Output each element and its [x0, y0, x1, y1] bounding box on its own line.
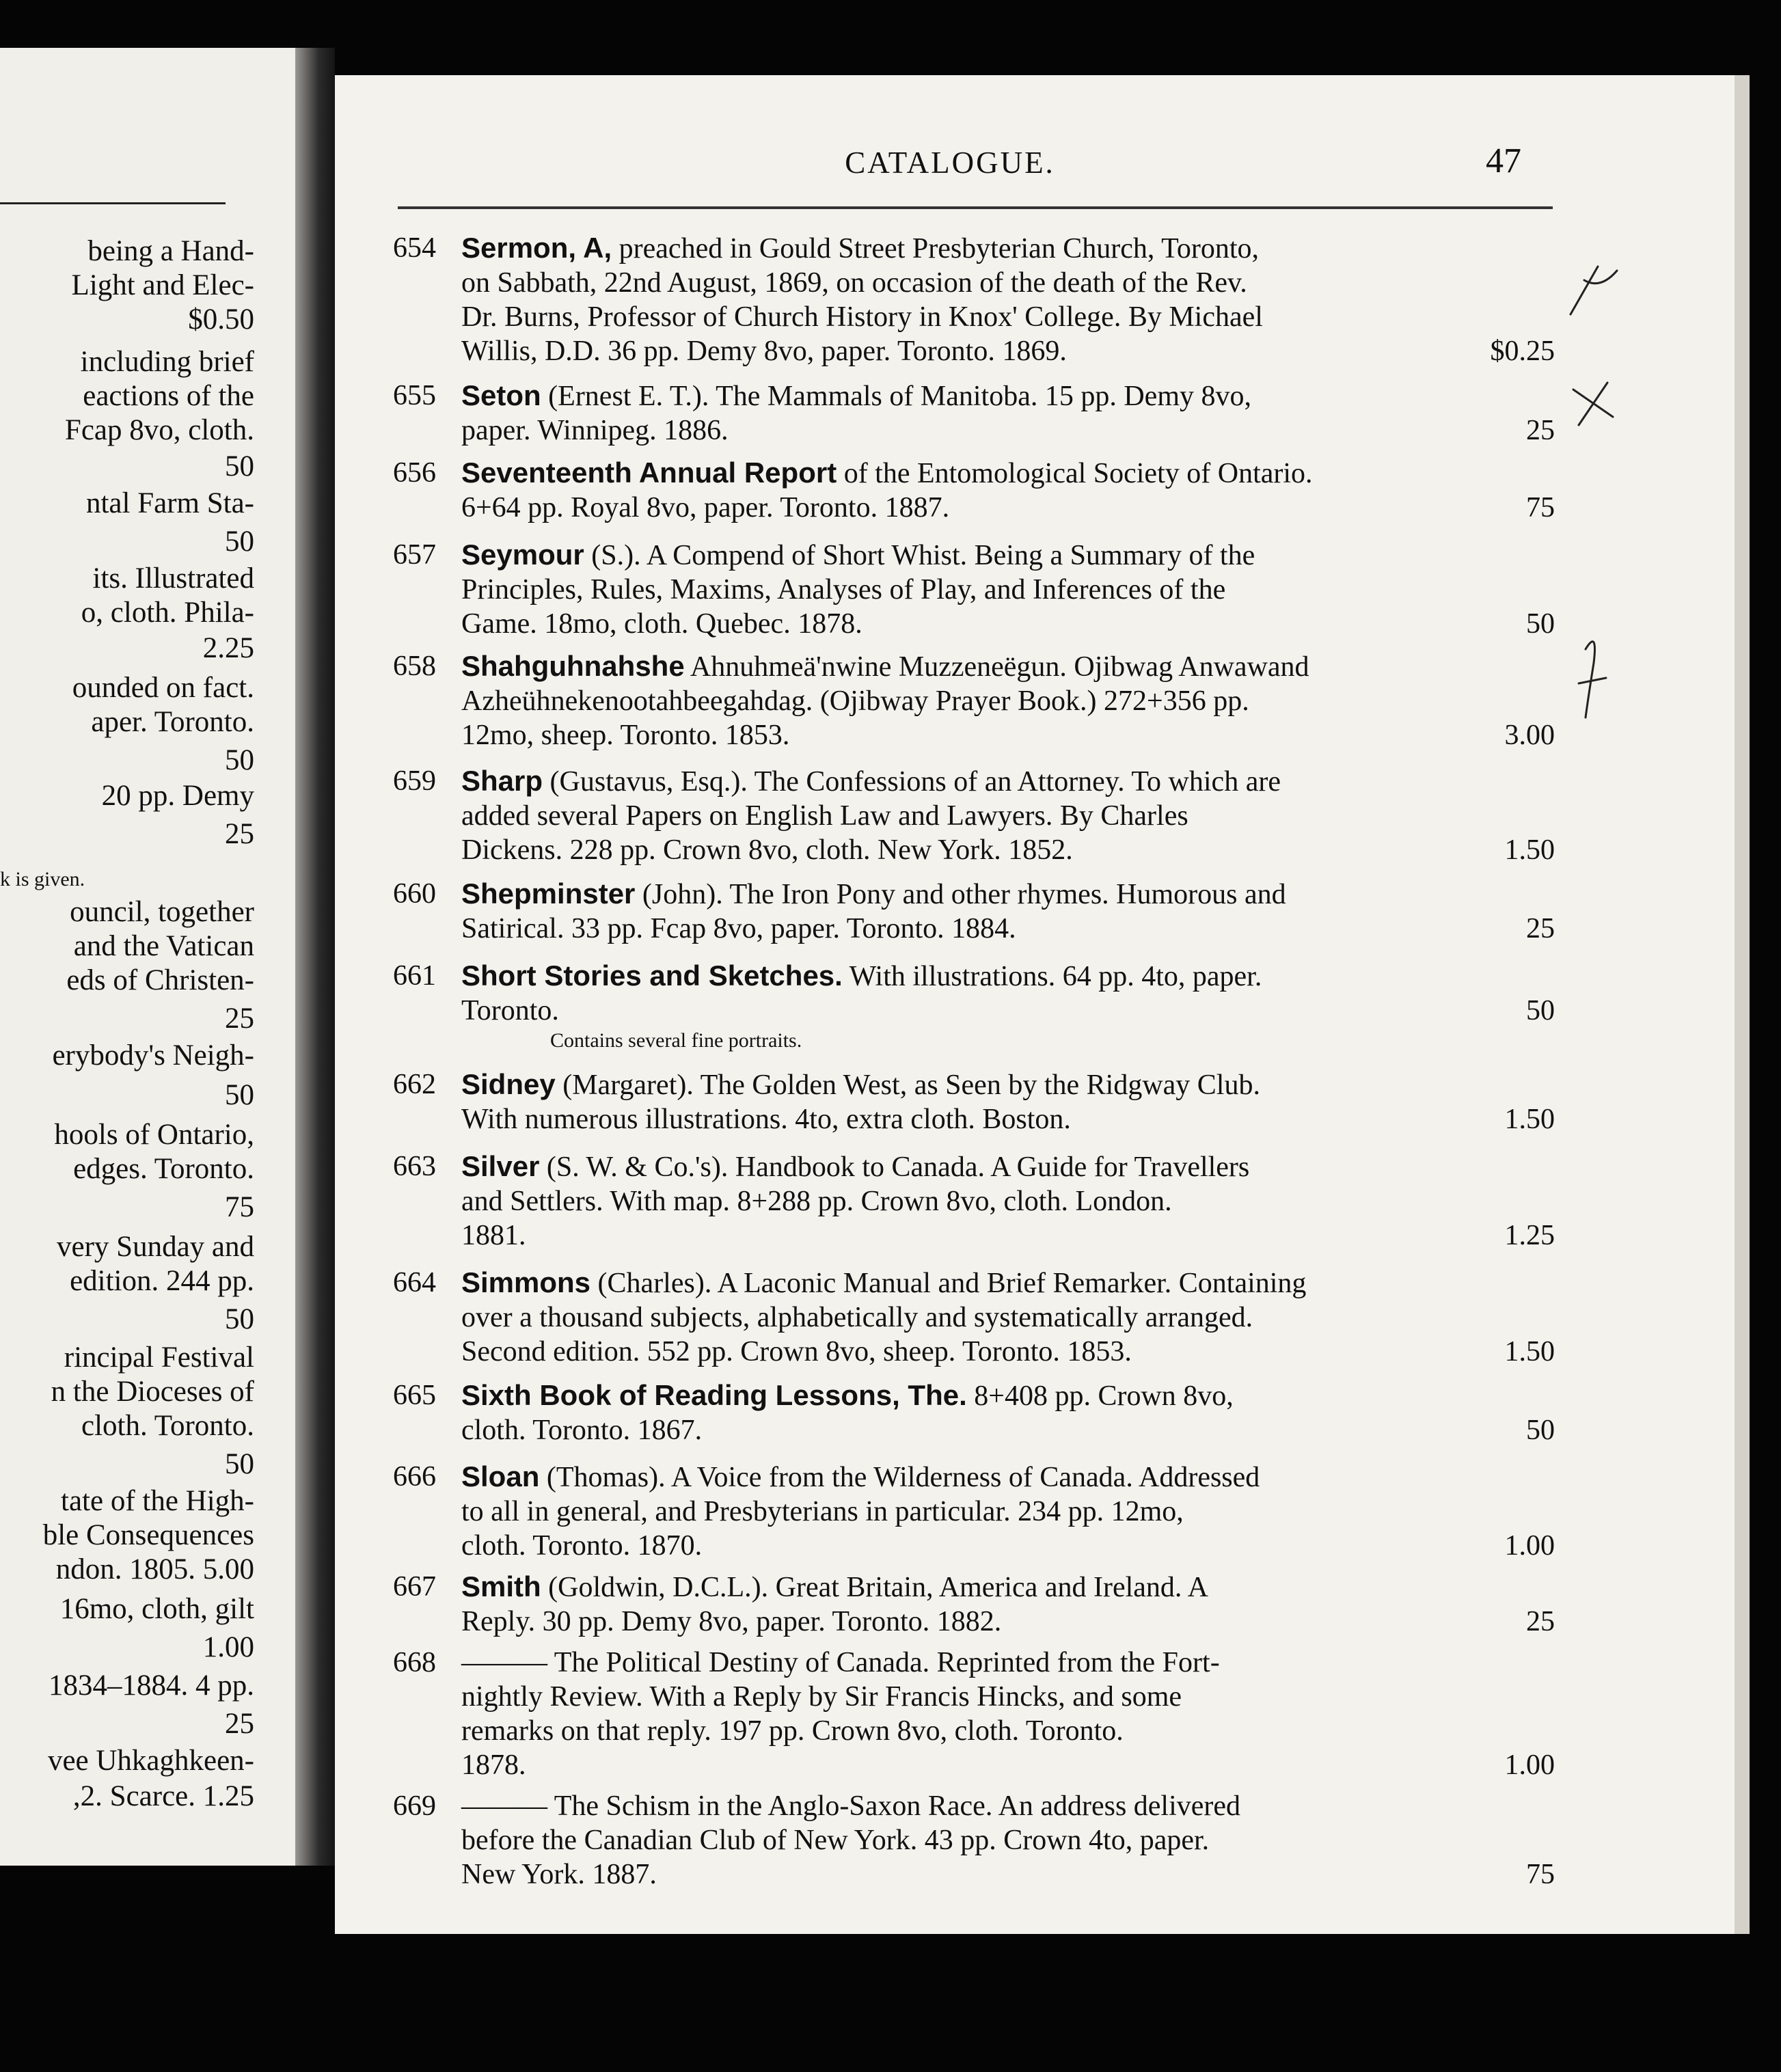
- entry-text: [461, 379, 1555, 448]
- catalogue-entry: [393, 1067, 1555, 1136]
- entry-number: 660: [393, 878, 436, 910]
- left-page-line: hools of Ontario,: [54, 1119, 254, 1151]
- entry-price: 75: [1526, 492, 1555, 523]
- entry-line: [461, 1413, 1555, 1447]
- margin-query-mark: [1579, 642, 1606, 718]
- left-page-line: 25: [225, 818, 254, 850]
- entry-line: [461, 573, 1555, 607]
- catalogue-entry: [393, 379, 1555, 448]
- entry-line: [461, 1266, 1555, 1300]
- entry-line: [461, 456, 1555, 491]
- entry-line-text: With numerous illustrations. 4to, extra cloth. Boston.: [461, 1104, 1071, 1135]
- entry-line-text: cloth. Toronto. 1867.: [461, 1415, 703, 1446]
- entry-line-text: 8+408 pp. Crown 8vo,: [974, 1380, 1234, 1412]
- entry-price: 1.25: [1504, 1220, 1555, 1251]
- entry-text: [461, 649, 1555, 752]
- left-page-line: Light and Elec-: [71, 269, 254, 301]
- entry-number: 669: [393, 1790, 436, 1822]
- entry-line: [461, 799, 1555, 833]
- gutter-shadow: [295, 48, 335, 1866]
- entry-line-text: New York. 1887.: [461, 1859, 657, 1890]
- entry-text: [461, 1460, 1555, 1563]
- entry-line-text: (Gustavus, Esq.). The Confessions of an Attorney. To which are: [549, 766, 1281, 798]
- left-page-line: 1.00: [202, 1631, 254, 1663]
- entry-line: [461, 1218, 1555, 1253]
- entry-heading: Shepminster: [461, 877, 636, 910]
- left-page-line: very Sunday and: [57, 1231, 254, 1263]
- entry-line: [461, 1714, 1555, 1748]
- left-page-line: 25: [225, 1708, 254, 1740]
- entry-line: [461, 1529, 1555, 1563]
- entry-heading: Sidney: [461, 1068, 556, 1100]
- entry-number: 654: [393, 232, 436, 264]
- entry-number: 662: [393, 1069, 436, 1100]
- entry-heading: ———: [461, 1647, 547, 1678]
- entry-line-text: paper. Winnipeg. 1886.: [461, 415, 729, 446]
- entry-number: 657: [393, 539, 436, 571]
- entry-line: [461, 1680, 1555, 1714]
- left-page-line: ndon. 1805. 5.00: [55, 1553, 254, 1585]
- entry-line: [461, 1378, 1555, 1413]
- entry-line-text: (Ernest E. T.). The Mammals of Manitoba. 15 pp. Demy 8vo,: [548, 381, 1251, 412]
- entry-line-text: Reply. 30 pp. Demy 8vo, paper. Toronto. 1882.: [461, 1606, 1002, 1637]
- entry-line: [461, 266, 1555, 300]
- left-page-line: 1834–1884. 4 pp.: [49, 1669, 254, 1702]
- entry-text: [461, 1646, 1555, 1782]
- left-page-line: 25: [225, 1003, 254, 1035]
- entry-heading: Shahguhnahshe: [461, 650, 685, 682]
- entry-line-text: (Thomas). A Voice from the Wilderness of Canada. Addressed: [546, 1462, 1260, 1493]
- left-page-line: n the Dioceses of: [51, 1376, 254, 1408]
- entry-number: 656: [393, 457, 436, 489]
- entry-text: [461, 1067, 1555, 1136]
- entry-heading: Silver: [461, 1150, 540, 1182]
- left-page-line: and the Vatican: [73, 930, 254, 962]
- entry-line: [461, 491, 1555, 525]
- entry-line-text: and Settlers. With map. 8+288 pp. Crown 8vo, cloth. London.: [461, 1186, 1172, 1217]
- entry-line-text: The Schism in the Anglo-Saxon Race. An address delivered: [554, 1790, 1241, 1822]
- left-page-line: 20 pp. Demy: [101, 780, 254, 812]
- entry-line-text: Game. 18mo, cloth. Quebec. 1878.: [461, 608, 862, 640]
- entry-price: 50: [1526, 995, 1555, 1026]
- entry-number: 655: [393, 380, 436, 411]
- entry-line-text: 1881.: [461, 1220, 526, 1251]
- entry-price: 50: [1526, 608, 1555, 640]
- entry-line-text: (John). The Iron Pony and other rhymes. Humorous and: [642, 879, 1286, 910]
- left-page-line: ble Consequences: [42, 1519, 254, 1551]
- entry-price: 1.00: [1504, 1749, 1555, 1781]
- entry-heading: Seton: [461, 379, 541, 411]
- entry-line-text: (Goldwin, D.C.L.). Great Britain, America and Ireland. A: [548, 1572, 1208, 1603]
- catalogue-entry: [393, 1570, 1555, 1639]
- catalogue-entry: [393, 649, 1555, 752]
- entry-line: [461, 1789, 1555, 1823]
- left-page-line: ,2. Scarce. 1.25: [72, 1780, 254, 1812]
- entry-note: Contains several fine portraits.: [550, 1029, 802, 1052]
- entry-price: 1.50: [1504, 1104, 1555, 1135]
- entry-text: [461, 1570, 1555, 1639]
- entry-line-text: preached in Gould Street Presbyterian Church, Toronto,: [618, 233, 1260, 264]
- left-page-line: 16mo, cloth, gilt: [59, 1593, 254, 1625]
- entry-text: [461, 1149, 1555, 1253]
- entry-line-text: Willis, D.D. 36 pp. Demy 8vo, paper. Toronto. 1869.: [461, 336, 1067, 367]
- entry-line: [461, 1646, 1555, 1680]
- left-page-line: 50: [225, 450, 254, 482]
- entry-line: [461, 1570, 1555, 1605]
- catalogue-entry: [393, 1646, 1555, 1782]
- entry-price: 25: [1526, 415, 1555, 446]
- entry-line-text: Satirical. 33 pp. Fcap 8vo, paper. Toronto. 1884.: [461, 913, 1016, 944]
- entry-number: 659: [393, 765, 436, 797]
- catalogue-entry: [393, 538, 1555, 641]
- entry-heading: Seventeenth Annual Report: [461, 456, 837, 489]
- entry-line: [461, 833, 1555, 867]
- catalogue-entry: [393, 1149, 1555, 1253]
- entry-line-text: (Margaret). The Golden West, as Seen by the Ridgway Club.: [562, 1069, 1260, 1101]
- entry-line: [461, 1067, 1555, 1102]
- entry-line: [461, 379, 1555, 413]
- entry-number: 666: [393, 1461, 436, 1492]
- entry-text: [461, 877, 1555, 946]
- catalogue-entry: [393, 1378, 1555, 1447]
- entry-line: [461, 231, 1555, 266]
- left-page-line: ounded on fact.: [72, 672, 254, 704]
- entry-line: [461, 1102, 1555, 1136]
- catalogue-entry: [393, 877, 1555, 946]
- entry-line-text: to all in general, and Presbyterians in particular. 234 pp. 12mo,: [461, 1496, 1184, 1527]
- left-page-line: 50: [225, 1079, 254, 1111]
- entry-line-text: (S.). A Compend of Short Whist. Being a Summary of the: [591, 540, 1255, 571]
- entry-line-text: Dickens. 228 pp. Crown 8vo, cloth. New York. 1852.: [461, 834, 1073, 866]
- entry-number: 665: [393, 1380, 436, 1411]
- left-page-line: eds of Christen-: [66, 964, 254, 996]
- entry-heading: ———: [461, 1790, 547, 1822]
- entry-line-text: Ahnuhmeä'nwine Muzzeneëgun. Ojibwag Anwawand: [690, 651, 1309, 683]
- left-page-line: aper. Toronto.: [91, 706, 254, 738]
- entry-line: [461, 764, 1555, 799]
- entry-line: [461, 649, 1555, 684]
- catalogue-entry: [393, 231, 1555, 368]
- entry-line-text: 1878.: [461, 1749, 526, 1781]
- entry-line-text: of the Entomological Society of Ontario.: [843, 458, 1313, 489]
- entry-line-text: 12mo, sheep. Toronto. 1853.: [461, 720, 790, 751]
- entry-line-text: remarks on that reply. 197 pp. Crown 8vo, cloth. Toronto.: [461, 1715, 1124, 1747]
- entry-price: 25: [1526, 1606, 1555, 1637]
- entry-number: 658: [393, 651, 436, 682]
- entry-text: [461, 538, 1555, 641]
- entry-line: [461, 684, 1555, 718]
- entry-price: 3.00: [1504, 720, 1555, 751]
- catalogue-entry: [393, 959, 1555, 1054]
- entry-line-text: added several Papers on English Law and Lawyers. By Charles: [461, 800, 1188, 832]
- left-page-line: vee Uhkaghkeen-: [47, 1745, 254, 1777]
- entry-text: [461, 1378, 1555, 1447]
- left-page-line: eactions of the: [83, 380, 254, 412]
- entry-line-text: Second edition. 552 pp. Crown 8vo, sheep. Toronto. 1853.: [461, 1336, 1132, 1367]
- left-page-line: 50: [225, 744, 254, 776]
- entry-line: [461, 959, 1555, 994]
- catalogue-entry: [393, 1460, 1555, 1563]
- entry-line: [461, 1460, 1555, 1495]
- entry-text: [461, 1266, 1555, 1369]
- entry-line-text: Azheühnekenootahbeegahdag. (Ojibway Prayer Book.) 272+356 pp.: [461, 685, 1249, 717]
- running-header: CATALOGUE.: [845, 146, 1055, 180]
- entry-line-text: before the Canadian Club of New York. 43 pp. Crown 4to, paper.: [461, 1825, 1210, 1856]
- entry-price: 1.50: [1504, 834, 1555, 866]
- entry-number: 668: [393, 1647, 436, 1678]
- entry-line: [461, 1495, 1555, 1529]
- left-page-line: edition. 244 pp.: [70, 1265, 254, 1297]
- entry-number: 667: [393, 1571, 436, 1603]
- entry-line: [461, 1823, 1555, 1857]
- left-page-line: o, cloth. Phila-: [81, 597, 254, 629]
- entry-heading: Smith: [461, 1570, 541, 1603]
- left-page-line: 50: [225, 1448, 254, 1480]
- catalogue-entry: [393, 1266, 1555, 1369]
- left-page-line: cloth. Toronto.: [81, 1410, 254, 1442]
- entry-text: [461, 764, 1555, 867]
- margin-x-mark-1: [1571, 267, 1617, 314]
- entry-line: [461, 538, 1555, 573]
- entry-text: [461, 1789, 1555, 1892]
- left-page-line: being a Hand-: [87, 235, 254, 267]
- entry-heading: Short Stories and Sketches.: [461, 959, 843, 992]
- entry-price: 1.00: [1504, 1530, 1555, 1562]
- entry-line: [461, 994, 1555, 1028]
- entry-heading: Simmons: [461, 1266, 591, 1298]
- left-page-line: $0.50: [188, 303, 254, 336]
- left-page-line: 50: [225, 1303, 254, 1335]
- entry-line-text: nightly Review. With a Reply by Sir Francis Hincks, and some: [461, 1681, 1182, 1713]
- entry-line: [461, 413, 1555, 448]
- entry-line: [461, 1149, 1555, 1184]
- left-page-line: 2.25: [202, 632, 254, 664]
- catalogue-entry: [393, 456, 1555, 525]
- entry-line-text: Principles, Rules, Maxims, Analyses of Play, and Inferences of the: [461, 574, 1226, 605]
- page-number: 47: [1486, 141, 1521, 180]
- entry-heading: Sloan: [461, 1460, 540, 1492]
- left-page-line: tate of the High-: [61, 1485, 254, 1517]
- entry-line: [461, 1857, 1555, 1892]
- entry-line-text: (Charles). A Laconic Manual and Brief Remarker. Containing: [597, 1268, 1307, 1299]
- left-page-line: Fcap 8vo, cloth.: [64, 414, 254, 446]
- left-page-line: ntal Farm Sta-: [85, 487, 254, 519]
- entry-line: [461, 334, 1555, 368]
- entry-line: [461, 912, 1555, 946]
- entry-line: [461, 1184, 1555, 1218]
- left-page-line: ouncil, together: [70, 896, 254, 928]
- left-page-line: including brief: [80, 346, 254, 378]
- left-page-line: erybody's Neigh-: [52, 1039, 254, 1072]
- entry-heading: Sixth Book of Reading Lessons, The.: [461, 1379, 967, 1411]
- entry-text: [461, 231, 1555, 368]
- entry-heading: Sermon, A,: [461, 232, 612, 264]
- entry-line-text: Toronto.: [461, 995, 559, 1026]
- left-page-line: edges. Toronto.: [73, 1153, 254, 1185]
- entry-line-text: (S. W. & Co.'s). Handbook to Canada. A Guide for Travellers: [546, 1151, 1250, 1183]
- entry-line-text: The Political Destiny of Canada. Reprinted from the Fort-: [554, 1647, 1220, 1678]
- header-rule: [398, 206, 1553, 209]
- margin-x-mark-2: [1573, 383, 1613, 425]
- entry-price: 50: [1526, 1415, 1555, 1446]
- left-page-line: 50: [225, 526, 254, 558]
- left-page-line: rincipal Festival: [64, 1341, 254, 1374]
- entry-line-text: over a thousand subjects, alphabetically and systematically arranged.: [461, 1302, 1253, 1333]
- entry-line: [461, 607, 1555, 641]
- entry-heading: Seymour: [461, 539, 584, 571]
- entry-line: [461, 877, 1555, 912]
- entry-number: 663: [393, 1151, 436, 1182]
- entry-line: [461, 1300, 1555, 1335]
- entry-price: 25: [1526, 913, 1555, 944]
- entry-line: [461, 300, 1555, 334]
- entry-heading: Sharp: [461, 765, 543, 797]
- catalogue-entry: [393, 764, 1555, 867]
- entry-line: [461, 718, 1555, 752]
- page-edge: [1735, 75, 1750, 1934]
- entry-price: 75: [1526, 1859, 1555, 1890]
- entry-line-text: cloth. Toronto. 1870.: [461, 1530, 703, 1562]
- entry-number: 661: [393, 960, 436, 992]
- entry-price: 1.50: [1504, 1336, 1555, 1367]
- catalogue-entry: [393, 1789, 1555, 1892]
- entry-line: [461, 1335, 1555, 1369]
- entry-line-text: Dr. Burns, Professor of Church History in Knox' College. By Michael: [461, 301, 1263, 333]
- entry-line-text: on Sabbath, 22nd August, 1869, on occasion of the death of the Rev.: [461, 267, 1247, 299]
- left-page-line: 75: [225, 1191, 254, 1223]
- entry-price: $0.25: [1490, 336, 1555, 367]
- entry-text: [461, 959, 1555, 1054]
- entry-line: [461, 1748, 1555, 1782]
- entry-line-text: With illustrations. 64 pp. 4to, paper.: [849, 961, 1262, 992]
- entry-line-text: 6+64 pp. Royal 8vo, paper. Toronto. 1887.: [461, 492, 950, 523]
- left-page-line: its. Illustrated: [92, 562, 254, 595]
- handwritten-margin-marks: [1558, 246, 1654, 724]
- left-page-line: k is given.: [0, 868, 85, 890]
- left-page-rule: [0, 202, 226, 204]
- entry-line: [461, 1605, 1555, 1639]
- entry-text: [461, 456, 1555, 525]
- entry-number: 664: [393, 1267, 436, 1298]
